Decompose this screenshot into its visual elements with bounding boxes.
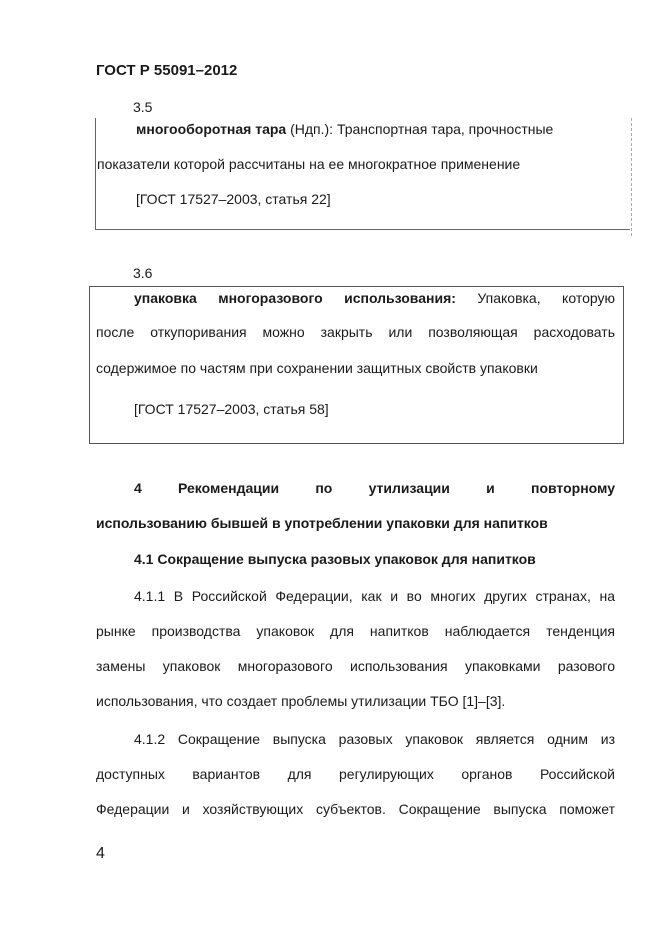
section-4-title-line2: использованию бывшей в употреблении упаковки для напитков (96, 515, 548, 531)
paragraph-4-1-1-line: рынке производства упаковок для напитков наблюдается тенденция (96, 623, 615, 639)
paragraph-4-1-1-line: использования, что создает проблемы утилизации ТБО [1]–[3]. (96, 693, 506, 709)
term-3-6-number: 3.6 (133, 265, 153, 281)
document-header: ГОСТ Р 55091–2012 (96, 62, 238, 79)
term-3-5-term: многооборотная тара (136, 121, 287, 137)
term-3-6-line3: содержимое по частям при сохранении защитных свойств упаковки (96, 360, 538, 376)
term-3-6-line1 (134, 290, 615, 306)
page-number: 4 (96, 845, 105, 862)
paragraph-4-1-2-line: Федерации и хозяйствующих субъектов. Сокращение выпуска поможет (96, 801, 615, 817)
term-3-6-term: упаковка многоразового использования: (134, 290, 456, 306)
paragraph-4-1-2-line: доступных вариантов для регулирующих органов Российской (96, 766, 615, 782)
section-4-1-title: 4.1 Сокращение выпуска разовых упаковок для напитков (134, 551, 536, 567)
term-3-5-rest: (Ндп.): Транспортная тара, прочностные (286, 121, 554, 137)
term-3-5-number: 3.5 (133, 99, 153, 115)
paragraph-4-1-1-line: 4.1.1 В Российской Федерации, как и во многих других странах, на (134, 588, 615, 604)
term-3-5-ref: [ГОСТ 17527–2003, статья 22] (136, 191, 331, 207)
term-3-5-line2: показатели которой рассчитаны на ее многократное применение (97, 156, 521, 172)
paragraph-4-1-1-line: замены упаковок многоразового использования упаковками разового (96, 658, 615, 674)
paragraph-4-1-2-line: 4.1.2 Сокращение выпуска разовых упаковок является одним из (134, 731, 615, 747)
term-3-5-line1 (136, 121, 553, 137)
term-3-6-rest: Упаковка, которую (455, 290, 615, 306)
term-3-6-line2: после откупоривания можно закрыть или позволяющая расходовать (96, 324, 615, 340)
section-4-title-line1: 4 Рекомендации по утилизации и повторному (134, 480, 615, 496)
term-3-6-ref: [ГОСТ 17527–2003, статья 58] (134, 401, 329, 417)
